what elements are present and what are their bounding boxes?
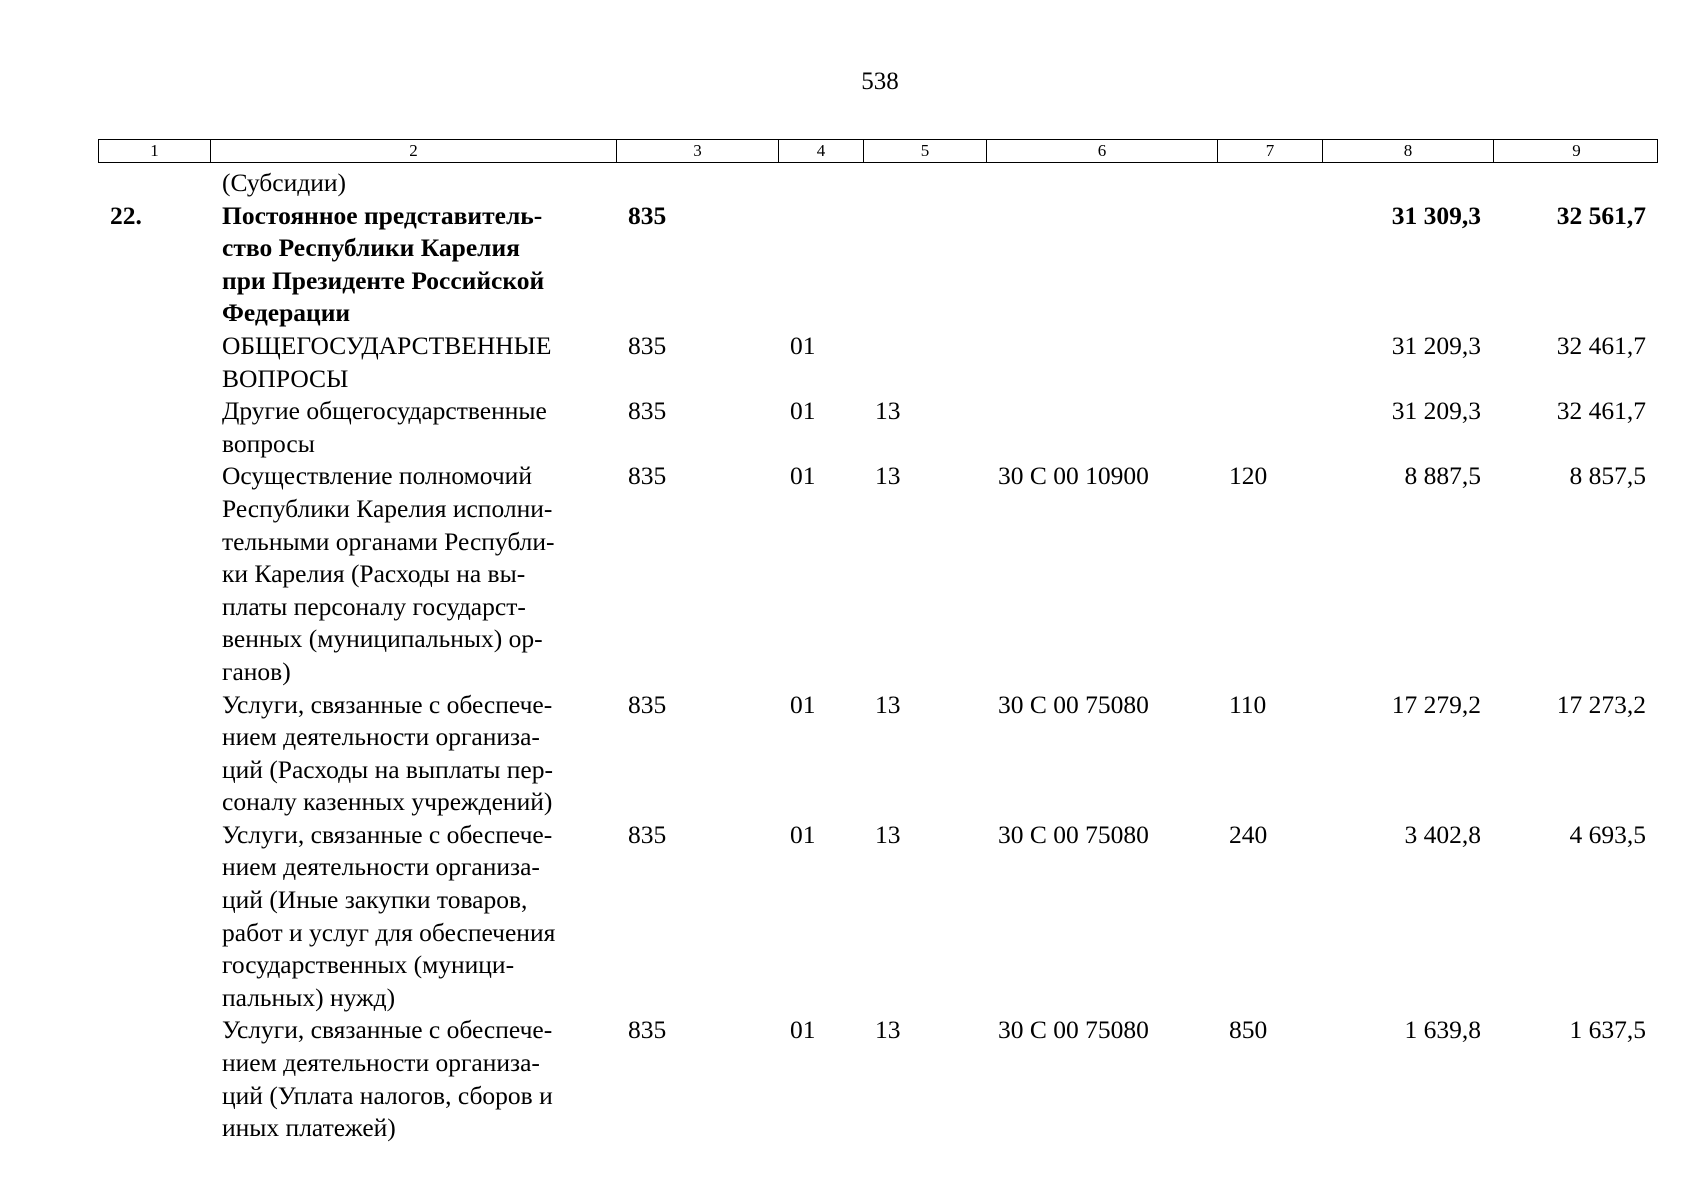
section-code: [778, 167, 863, 200]
expense-type-code: 120: [1229, 461, 1268, 491]
row-name-line: при Президенте Российской: [222, 265, 545, 295]
section-code: 01: [790, 461, 816, 491]
row-number: [98, 460, 210, 688]
row-name-line: иных платежей): [222, 1113, 396, 1143]
row-name-line: Услуги, связанные с обеспече-: [222, 689, 553, 719]
row-name-line: платы персоналу государст-: [222, 591, 526, 621]
target-article-code: 30 С 00 75080: [998, 819, 1149, 849]
row-name-line: Услуги, связанные с обеспече-: [222, 1015, 553, 1045]
row-name-line: венных (муниципальных) ор-: [222, 624, 543, 654]
expense-type-code: 240: [1229, 819, 1268, 849]
amount-col-9: 1 637,5: [1569, 1015, 1646, 1045]
ministry-code: 835: [628, 330, 667, 360]
column-header-cell: 6: [987, 140, 1218, 162]
row-name-line: Услуги, связанные с обеспече-: [222, 819, 553, 849]
section-code: 01: [790, 689, 816, 719]
expense-type-code: [1217, 395, 1322, 460]
row-name-line: вопросы: [222, 428, 315, 458]
target-article-code: 30 С 00 75080: [998, 689, 1149, 719]
row-name: [210, 460, 616, 688]
section-code: 01: [790, 396, 816, 426]
row-name-line: пальных) нужд): [222, 982, 396, 1012]
section-code: [778, 200, 863, 330]
row-name: [210, 819, 616, 1015]
subsection-code: [863, 330, 986, 395]
target-article-code: [986, 200, 1217, 330]
budget-table: [98, 139, 1658, 1145]
ministry-code: 835: [628, 461, 667, 491]
row-name-line: Осуществление полномочий: [222, 461, 532, 491]
row-name-line: Другие общегосударственные: [222, 396, 547, 426]
row-name-line: тельными органами Республи-: [222, 526, 555, 556]
row-name-line: нием деятельности организа-: [222, 852, 540, 882]
row-number: 22.: [110, 200, 142, 230]
amount-col-8: [1322, 167, 1493, 200]
amount-col-8: 31 209,3: [1391, 330, 1481, 360]
column-header-cell: 9: [1572, 141, 1581, 160]
amount-col-9: 8 857,5: [1569, 461, 1646, 491]
expense-type-code: [1217, 330, 1322, 395]
target-article-code: [986, 167, 1217, 200]
table-row: [98, 330, 1658, 395]
ministry-code: [616, 167, 778, 200]
subsection-code: 13: [875, 1015, 901, 1045]
table-body: [98, 167, 1658, 1145]
amount-col-9: 32 561,7: [1556, 200, 1646, 230]
row-number: [98, 330, 210, 395]
target-article-code: [986, 330, 1217, 395]
row-number: [98, 1014, 210, 1144]
section-code: 01: [790, 330, 816, 360]
subsection-code: [863, 200, 986, 330]
row-name-line: Республики Карелия исполни-: [222, 493, 553, 523]
table-row: [98, 395, 1658, 460]
amount-col-9: 32 461,7: [1556, 330, 1646, 360]
row-name-line: нием деятельности организа-: [222, 1048, 540, 1078]
target-article-code: 30 С 00 75080: [998, 1015, 1149, 1045]
row-name-line: соналу казенных учреждений): [222, 787, 553, 817]
row-name: [210, 395, 616, 460]
column-header-cell: 4: [779, 140, 864, 162]
expense-type-code: [1217, 200, 1322, 330]
subsection-code: [863, 167, 986, 200]
table-row: [98, 200, 1658, 330]
ministry-code: 835: [628, 200, 667, 230]
row-name-line: ВОПРОСЫ: [222, 363, 349, 393]
amount-col-8: 17 279,2: [1391, 689, 1481, 719]
row-name-line: ганов): [222, 656, 291, 686]
column-header-cell: 1: [99, 140, 211, 162]
row-name: [210, 1014, 616, 1144]
subsection-code: 13: [875, 819, 901, 849]
expense-type-code: [1217, 167, 1322, 200]
row-name: [210, 167, 616, 200]
row-number: [98, 689, 210, 819]
table-row: [98, 167, 1658, 200]
table-row: [98, 460, 1658, 688]
amount-col-8: 1 639,8: [1404, 1015, 1481, 1045]
row-name-line: работ и услуг для обеспечения: [222, 917, 556, 947]
row-number: [98, 819, 210, 1015]
row-name-line: Федерации: [222, 298, 351, 328]
ministry-code: 835: [628, 396, 667, 426]
row-name-line: ций (Расходы на выплаты пер-: [222, 754, 553, 784]
amount-col-9: [1493, 167, 1658, 200]
row-name-line: (Субсидии): [222, 168, 346, 197]
row-name-line: нием деятельности организа-: [222, 722, 540, 752]
section-code: 01: [790, 819, 816, 849]
column-header-cell: 3: [617, 140, 779, 162]
target-article-code: [986, 395, 1217, 460]
row-name-line: ки Карелия (Расходы на вы-: [222, 559, 526, 589]
table-row: [98, 689, 1658, 819]
target-article-code: 30 С 00 10900: [998, 461, 1149, 491]
amount-col-9: 4 693,5: [1569, 819, 1646, 849]
table-row: [98, 1014, 1658, 1144]
amount-col-8: 31 209,3: [1391, 396, 1481, 426]
row-name-line: ций (Иные закупки товаров,: [222, 885, 528, 915]
row-name-line: ство Республики Карелия: [222, 233, 520, 263]
subsection-code: 13: [875, 396, 901, 426]
row-number: [98, 395, 210, 460]
row-name-line: Постоянное представитель-: [222, 200, 543, 230]
ministry-code: 835: [628, 1015, 667, 1045]
expense-type-code: 850: [1229, 1015, 1268, 1045]
amount-col-8: 8 887,5: [1404, 461, 1481, 491]
page-number: 538: [861, 68, 899, 95]
amount-col-8: 3 402,8: [1404, 819, 1481, 849]
amount-col-9: 17 273,2: [1556, 689, 1646, 719]
amount-col-8: 31 309,3: [1391, 200, 1481, 230]
column-header-cell: 7: [1218, 140, 1323, 162]
ministry-code: 835: [628, 819, 667, 849]
row-name: [210, 330, 616, 395]
column-header-cell: 5: [864, 140, 987, 162]
row-name: [210, 689, 616, 819]
section-code: 01: [790, 1015, 816, 1045]
subsection-code: 13: [875, 461, 901, 491]
row-name-line: ОБЩЕГОСУДАРСТВЕННЫЕ: [222, 330, 552, 360]
subsection-code: 13: [875, 689, 901, 719]
row-name-line: ций (Уплата налогов, сборов и: [222, 1080, 553, 1110]
column-header-cell: 8: [1323, 140, 1494, 162]
column-header-cell: 2: [211, 140, 617, 162]
row-name: [210, 200, 616, 330]
expense-type-code: 110: [1229, 689, 1267, 719]
amount-col-9: 32 461,7: [1556, 396, 1646, 426]
row-number: [98, 167, 210, 200]
row-name-line: государственных (муници-: [222, 950, 515, 980]
column-number-header: [98, 139, 1658, 163]
table-row: [98, 819, 1658, 1015]
ministry-code: 835: [628, 689, 667, 719]
